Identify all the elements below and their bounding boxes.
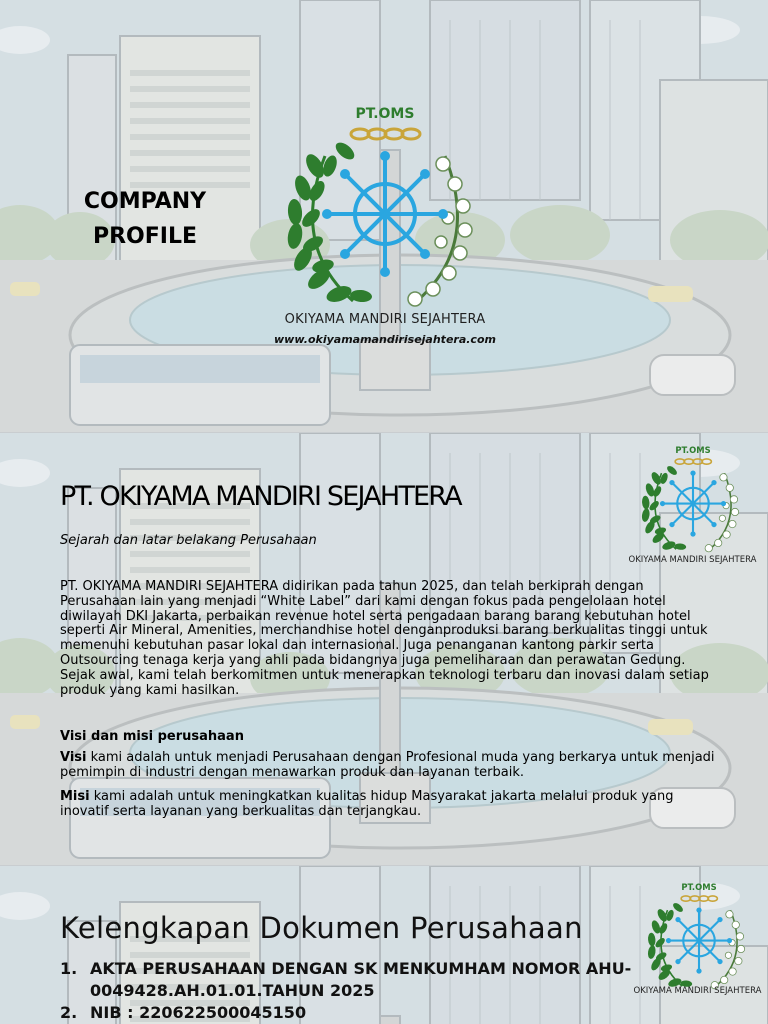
about-title: PT. OKIYAMA MANDIRI SEJAHTERA [60,481,461,512]
logo-short-text: PT.OMS [675,445,711,456]
documents-title: Kelengkapan Dokumen Perusahaan [60,911,583,945]
misi-label: Misi [60,789,90,804]
list-item-number: 1. [60,959,78,978]
company-logo [265,96,505,326]
list-item-text: NIB : 220622500045150 [90,1003,307,1022]
cover-slide [0,0,768,432]
logo-short-text: PT.OMS [681,882,717,893]
documents-list [60,958,700,1024]
list-item [60,1002,700,1024]
visi-text: kami adalah untuk menjadi Perusahaan dengan Profesional muda yang berkarya untuk menjadi pemimpin di industri dengan menawarkan produk dan layanan terbaik. [60,750,715,780]
misi-text: kami adalah untuk meningkatkan kualitas hidup Masyarakat jakarta melalui produk yang inovatif serta layanan yang berkualitas dan terjangkau. [60,789,674,819]
cover-title [60,184,230,254]
visi-label: Visi [60,750,87,765]
misi-paragraph [60,790,720,820]
logo-company-name: OKIYAMA MANDIRI SEJAHTERA [633,986,762,996]
cover-title-line1: COMPANY [83,189,207,214]
company-logo-small [630,441,756,563]
documents-slide [0,866,768,1024]
logo-short-text: PT.OMS [355,106,415,122]
visi-paragraph [60,751,720,781]
about-body: PT. OKIYAMA MANDIRI SEJAHTERA didirikan pada tahun 2025, dan telah berkiprah dengan Perusahaan lain yang menjadi “White Label” dari kami dengan fokus pada pengelolaan hotel diwilayah DKI Jakarta, perbaikan revenue hotel serta pengadaan barang barang kebutuhan hotel seperti Air Mineral, Amenities, merchandhise hotel denganproduksi barang berkualitas tinggi untuk memenuhi kebutuhan pasar lokal dan internasional. Juga penanganan kantong parkir serta Outsourcing tenaga kerja yang ahli pada bidangnya juga pemeliharaan dan perawatan Gedung. Sejak awal, kami telah berkomitmen untuk menerapkan teknologi terbaru dan inovasi dalam setiap produk yang kami hasilkan. [60,579,709,698]
logo-company-name: OKIYAMA MANDIRI SEJAHTERA [284,312,486,327]
company-website-link[interactable]: www.okiyamamandirisejahtera.com [274,333,496,346]
list-item-number: 2. [60,1003,78,1022]
about-slide [0,433,768,865]
cover-title-line2: PROFILE [92,224,198,249]
list-item-text: AKTA PERUSAHAAN DENGAN SK MENKUMHAM NOMOR AHU-0049428.AH.01.01.TAHUN 2025 [90,959,632,1000]
about-subtitle: Sejarah dan latar belakang Perusahaan [60,533,317,548]
visi-misi-heading: Visi dan misi perusahaan [60,729,244,744]
logo-company-name: OKIYAMA MANDIRI SEJAHTERA [628,555,757,565]
list-item [60,958,700,1002]
